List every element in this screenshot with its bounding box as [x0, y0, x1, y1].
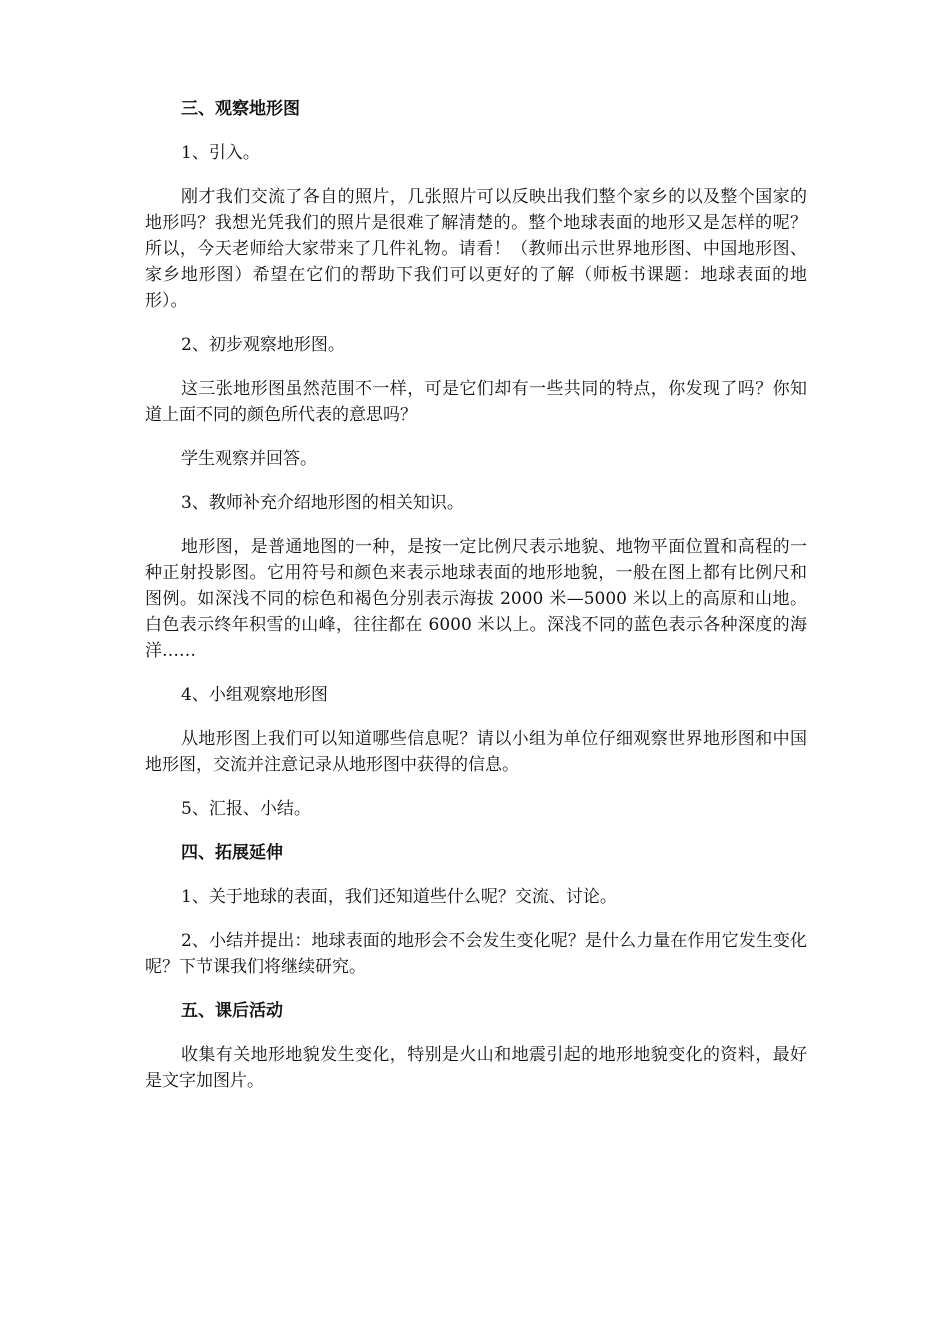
paragraph-introduction: 刚才我们交流了各自的照片，几张照片可以反映出我们整个家乡的以及整个国家的地形吗？我想光凭我们的照片是很难了解清楚的。整个地球表面的地形又是怎样的呢？所以，今天老师给大家带来了几件礼物。请看！（教师出示世界地形图、中国地形图、家乡地形图）希望在它们的帮助下我们可以更好的了解（师板书课题：地球表面的地形）。 — [145, 187, 807, 311]
section-heading-observe-map: 三、观察地形图 — [181, 99, 300, 119]
step-discussion: 1、关于地球的表面，我们还知道些什么呢？交流、讨论。 — [181, 887, 617, 907]
section-heading-extension: 四、拓展延伸 — [181, 843, 283, 863]
step-group-observation: 4、小组观察地形图 — [181, 685, 328, 705]
step-introduction: 1、引入。 — [181, 143, 260, 163]
paragraph-after-class-activity: 收集有关地形地貌发生变化，特别是火山和地震引起的地形地貌变化的资料，最好是文字加图片。 — [145, 1045, 807, 1091]
paragraph-student-answer: 学生观察并回答。 — [181, 449, 317, 469]
step-initial-observation: 2、初步观察地形图。 — [181, 335, 345, 355]
paragraph-group-task: 从地形图上我们可以知道哪些信息呢？请以小组为单位仔细观察世界地形图和中国地形图，交流并注意记录从地形图中获得的信息。 — [145, 729, 807, 775]
paragraph-summary-question: 2、小结并提出：地球表面的地形会不会发生变化呢？是什么力量在作用它发生变化呢？下节课我们将继续研究。 — [145, 931, 807, 977]
section-heading-after-class: 五、课后活动 — [181, 1001, 283, 1021]
paragraph-map-knowledge: 地形图，是普通地图的一种，是按一定比例尺表示地貌、地物平面位置和高程的一种正射投影图。它用符号和颜色来表示地球表面的地形地貌，一般在图上都有比例尺和图例。如深浅不同的棕色和褐色分别表示海拔 2000 米—5000 米以上的高原和山地。白色表示终年积雪的山峰，往往都在 6000 米以上。深浅不同的蓝色表示各种深度的海洋…… — [145, 537, 807, 661]
step-report-summary: 5、汇报、小结。 — [181, 799, 311, 819]
paragraph-common-features: 这三张地形图虽然范围不一样，可是它们却有一些共同的特点，你发现了吗？你知道上面不同的颜色所代表的意思吗？ — [145, 379, 807, 425]
step-teacher-supplement: 3、教师补充介绍地形图的相关知识。 — [181, 493, 464, 513]
document-page — [145, 96, 807, 1112]
